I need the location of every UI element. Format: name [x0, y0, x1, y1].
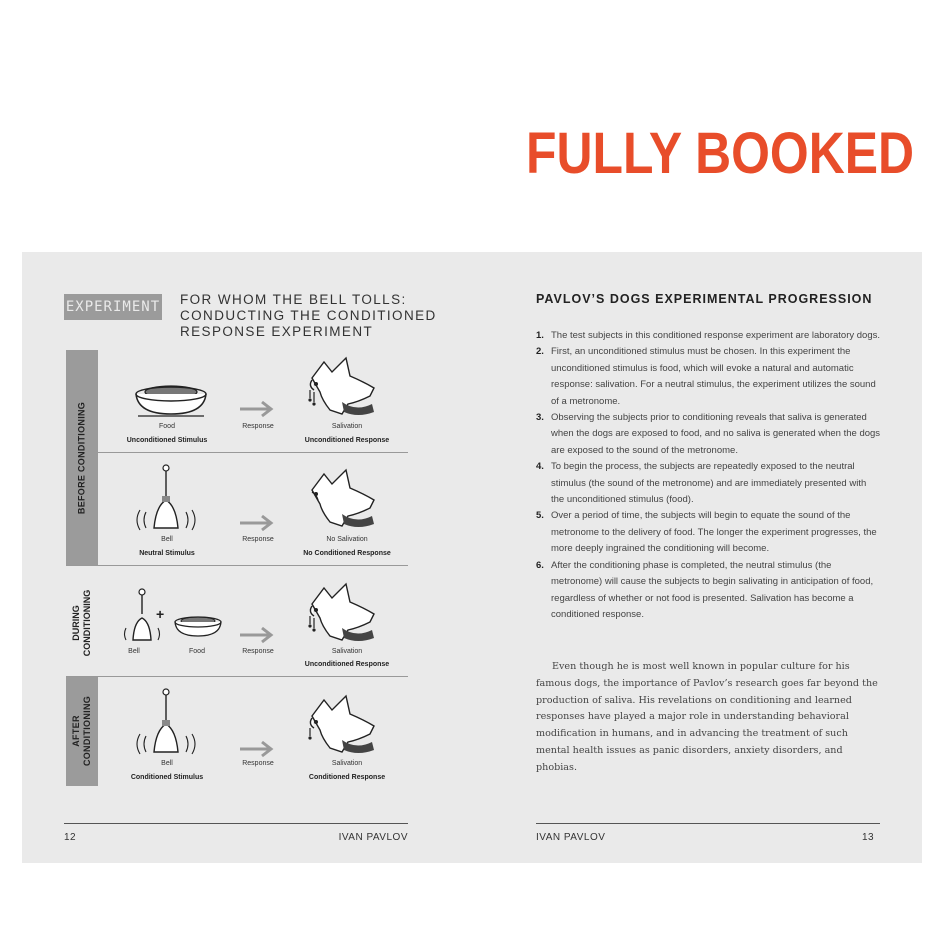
list-item [536, 344, 881, 410]
step-number: 6. [536, 559, 544, 571]
row2-stimulus-label: Bell [161, 536, 173, 543]
progression-steps [536, 328, 881, 623]
bell-ringing-icon [126, 462, 206, 536]
row1-response-type: Unconditioned Response [304, 437, 390, 444]
arrow-right-icon [238, 400, 276, 418]
divider [98, 452, 408, 453]
running-head: IVAN PAVLOV [536, 832, 606, 843]
row3-stimulus-label: Bell [128, 648, 140, 655]
footer-rule [64, 823, 408, 824]
list-item [536, 410, 881, 459]
section-after-label [71, 696, 93, 766]
row4-response-type: Conditioned Response [308, 774, 386, 781]
row2-response-type: No Conditioned Response [303, 550, 391, 557]
step-text: The test subjects in this conditioned response experiment are laboratory dogs. [551, 330, 880, 341]
page-number: 13 [862, 832, 875, 843]
running-head: IVAN PAVLOV [338, 832, 408, 843]
row4-result-label: Salivation [331, 760, 363, 767]
title-line-1: FOR WHOM THE BELL TOLLS: [180, 292, 407, 307]
footer-rule [536, 823, 880, 824]
step-number: 5. [536, 510, 544, 522]
section-before-conditioning [66, 350, 98, 565]
dog-salivating-icon [302, 690, 382, 756]
experiment-title [180, 292, 440, 340]
list-item [536, 508, 881, 557]
row3-stimulus2-label: Food [189, 648, 205, 655]
step-number: 2. [536, 346, 544, 358]
book-spread [22, 252, 922, 863]
title-line-3: RESPONSE EXPERIMENT [180, 324, 374, 339]
row2-result-label: No Salivation [326, 536, 368, 543]
title-line-2: CONDUCTING THE CONDITIONED [180, 308, 437, 323]
row3-response-label: Response [242, 648, 274, 655]
row1-stimulus-type: Unconditioned Stimulus [126, 437, 208, 444]
section-during-conditioning [66, 575, 98, 670]
right-page [472, 252, 922, 863]
step-number: 4. [536, 461, 544, 473]
dog-salivating-icon [302, 352, 382, 418]
page-number: 12 [64, 832, 77, 843]
dog-neutral-icon [302, 464, 382, 530]
food-bowl-icon [126, 380, 216, 420]
step-number: 1. [536, 330, 544, 341]
plus-icon: + [156, 606, 165, 622]
section-title: PAVLOV’S DOGS EXPERIMENTAL PROGRESSION [536, 292, 873, 306]
during-line-2: CONDITIONING [82, 589, 92, 656]
left-page [22, 252, 472, 863]
during-line-1: DURING [71, 604, 81, 641]
list-item [536, 459, 881, 508]
food-bowl-icon [168, 612, 228, 642]
bell-ringing-icon [126, 686, 206, 760]
row2-stimulus-type: Neutral Stimulus [139, 550, 195, 557]
row3-result-label: Salivation [331, 648, 363, 655]
step-number: 3. [536, 412, 544, 424]
divider [66, 676, 408, 677]
step-text: After the conditioning phase is completed, the neutral stimulus (the metronome) will cause the subjects to begin salivating in anticipation of food, regardless of whether or not food is presented. Salivation has become a conditioned response. [551, 559, 874, 620]
experiment-badge: EXPERIMENT [64, 294, 162, 320]
after-line-2: CONDITIONING [82, 695, 92, 767]
row4-response-label: Response [242, 760, 274, 767]
row3-response-type: Unconditioned Response [304, 661, 390, 668]
arrow-right-icon [238, 740, 276, 758]
row1-stimulus-label: Food [159, 423, 175, 430]
list-item [536, 328, 881, 344]
divider [66, 565, 408, 566]
arrow-right-icon [238, 626, 276, 644]
row1-response-label: Response [242, 423, 274, 430]
brand-logo: FULLY BOOKED [526, 121, 915, 186]
step-text: First, an unconditioned stimulus must be chosen. In this experiment the unconditioned stimulus is food, which will evoke a natural and automatic response: salivation. For a neutral stimulus, the experiment utilizes the sound of a metronome. [551, 346, 876, 407]
step-text: Observing the subjects prior to conditioning reveals that saliva is generated when the dogs are exposed to food, and no saliva is generated when the dogs are exposed to the sound of the metronome. [551, 412, 881, 456]
list-item [536, 558, 881, 624]
row2-response-label: Response [242, 536, 274, 543]
after-line-1: AFTER [71, 715, 81, 747]
row4-stimulus-type: Conditioned Stimulus [130, 774, 204, 781]
body-paragraph: Even though he is most well known in popular culture for his famous dogs, the importance of Pavlov’s research goes far beyond the production of saliva. His revelations on conditioning and learned responses have played a major role in understanding behavioral modification in humans, and in advancing the treatment of such mental health issues as panic disorders, anxiety disorders, and phobias. [536, 661, 878, 773]
step-text: Over a period of time, the subjects will begin to equate the sound of the metronome to the delivery of food. The longer the experiment progresses, the more deeply ingrained the conditioning will become. [551, 510, 877, 555]
row1-result-label: Salivation [331, 423, 363, 430]
section-during-label [71, 589, 93, 656]
step-text: To begin the process, the subjects are repeatedly exposed to the neutral stimulus (the sound of the metronome) and are immediately presented with the unconditioned stimulus (food). [551, 461, 867, 506]
row4-stimulus-label: Bell [161, 760, 173, 767]
section-after-conditioning [66, 676, 98, 786]
section-before-label: BEFORE CONDITIONING [76, 401, 87, 514]
dog-salivating-icon [302, 578, 382, 644]
arrow-right-icon [238, 514, 276, 532]
